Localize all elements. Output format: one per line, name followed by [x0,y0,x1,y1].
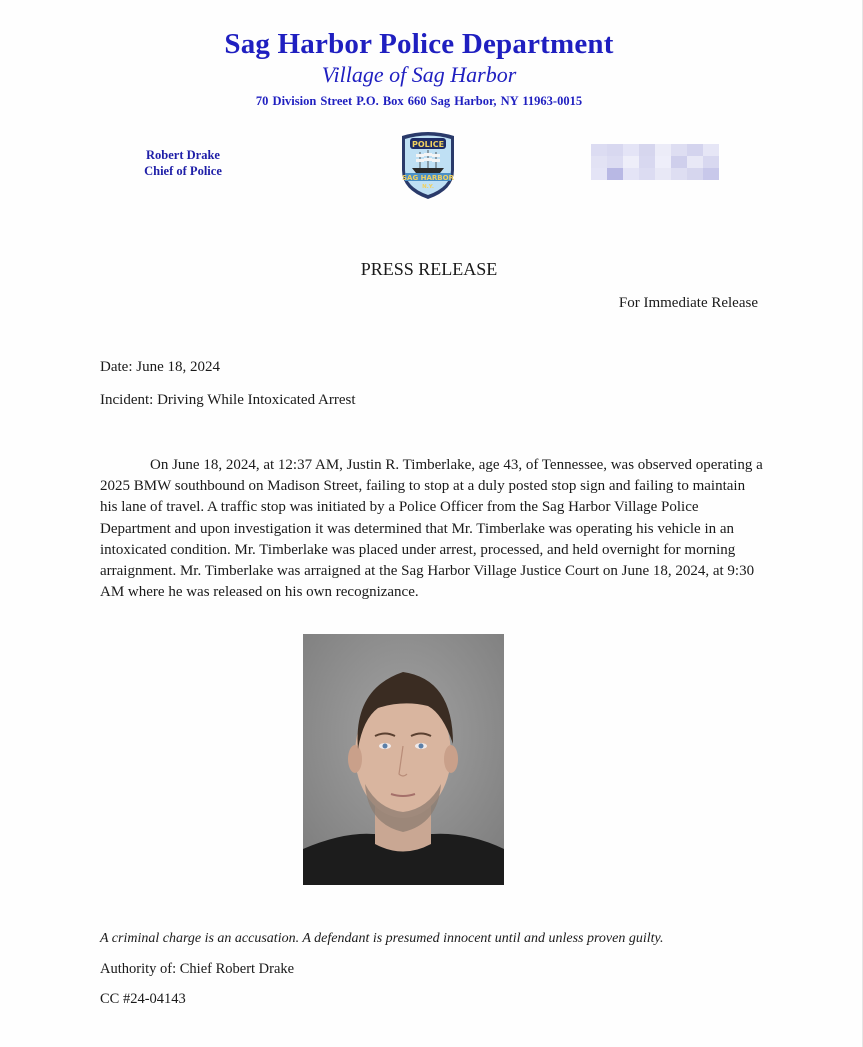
village-name: Village of Sag Harbor [321,62,517,87]
booking-photo [303,634,504,885]
redacted-block [591,144,719,180]
release-type: For Immediate Release [618,295,758,311]
department-address: 70 Division Street P.O. Box 660 Sag Harbor, NY 11963-0015 [255,94,583,108]
badge-middle-text: SAG HARBOR [402,174,454,182]
department-name: Sag Harbor Police Department [224,28,614,60]
chief-name: Robert Drake [146,148,220,162]
release-date: Date: June 18, 2024 [100,359,220,375]
badge-top-text: POLICE [411,140,445,149]
press-release-title: PRESS RELEASE [360,259,498,279]
chief-block [128,147,238,179]
authority-line: Authority of: Chief Robert Drake [100,961,295,977]
police-badge-icon [398,130,458,200]
legal-disclaimer: A criminal charge is an accusation. A defendant is presumed innocent until and unless proven guilty. [100,931,664,946]
chief-title: Chief of Police [144,164,222,178]
case-number: CC #24-04143 [100,991,186,1007]
release-body: On June 18, 2024, at 12:37 AM, Justin R. Timberlake, age 43, of Tennessee, was observed operating a 2025 BMW southbound on Madison Street, failing to stop at a duly posted stop sign and failing to maintain his lane of travel. A traffic stop was initiated by a Police Officer from the Sag Harbor Village Police Department and upon investigation it was determined that Mr. Timberlake was operating his vehicle in an intoxicated condition. Mr. Timberlake was placed under arrest, processed, and held overnight for morning arraignment. Mr. Timberlake was arraigned at the Sag Harbor Village Justice Court on June 18, 2024, at 9:30 AM where he was released on his own recognizance. [100,457,763,601]
badge-bottom-text: N.Y. [422,184,434,190]
incident-type: Incident: Driving While Intoxicated Arrest [100,392,356,408]
